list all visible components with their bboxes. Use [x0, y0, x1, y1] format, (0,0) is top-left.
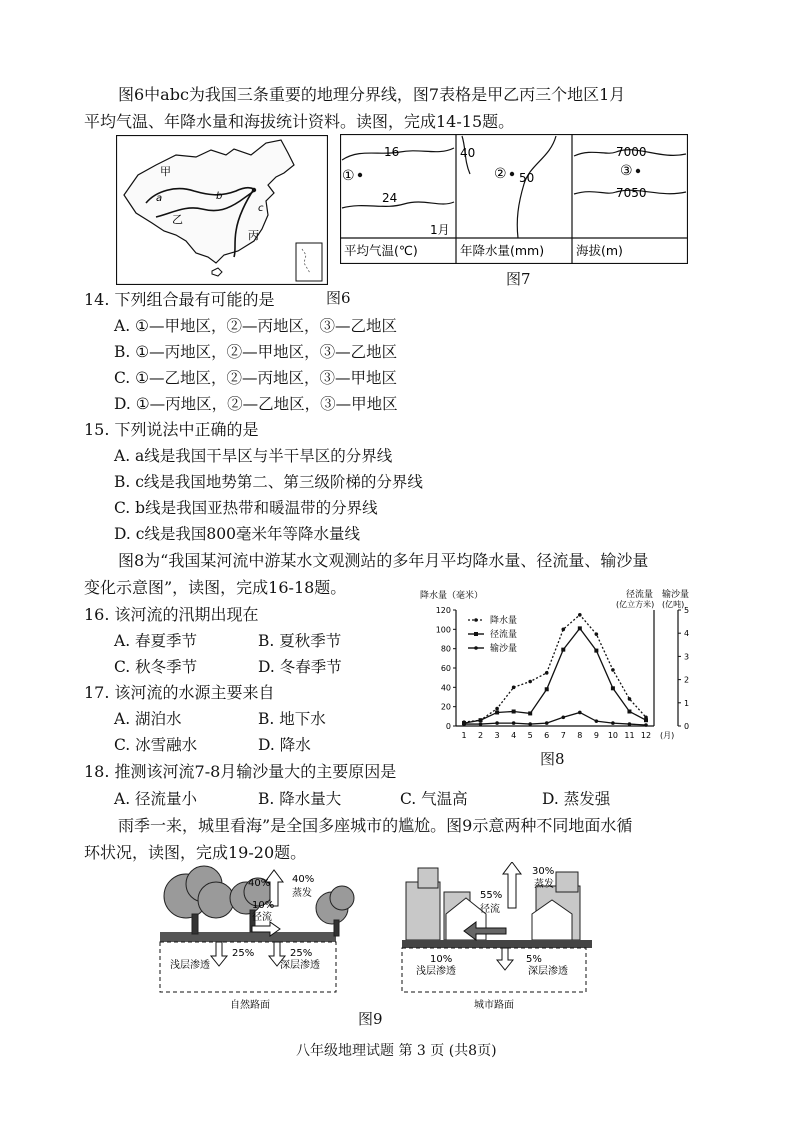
figure-8-caption: 图8	[540, 750, 565, 768]
q16-stem: 16. 该河流的汛期出现在	[84, 605, 259, 624]
natural-evap-pct: 40%	[248, 878, 271, 889]
q16-option-a: A. 春夏季节	[114, 632, 198, 650]
right-tick-label: 3	[684, 652, 690, 662]
urban-runoff-pct: 55%	[480, 890, 503, 901]
q17-stem: 17. 该河流的水源主要来自	[84, 683, 275, 702]
point-series-0	[561, 628, 565, 632]
point-series-1	[594, 649, 598, 653]
q18-option-a: A. 径流量小	[114, 790, 198, 808]
left-tick-label: 80	[440, 644, 451, 654]
q17-option-b: B. 地下水	[258, 710, 326, 728]
x-tick-label: 9	[593, 731, 599, 740]
line-c-label: c	[258, 203, 264, 214]
right-tick-label: 1	[684, 698, 690, 708]
left-tick-label: 60	[440, 664, 451, 673]
q16-option-d: D. 冬春季节	[258, 658, 342, 676]
right-axis2-unit: (亿吨)	[662, 600, 685, 609]
x-axis-unit: (月)	[660, 731, 675, 740]
line-a-label: a	[156, 193, 163, 204]
q14-option-b: B. ①—丙地区，②—甲地区，③—乙地区	[114, 343, 398, 361]
point-series-1	[611, 686, 615, 690]
point-series-2	[512, 721, 516, 725]
q18-stem: 18. 推测该河流7-8月输沙量大的主要原因是	[84, 762, 397, 781]
figure-9-water-cycle	[156, 862, 596, 1014]
region-bing-label: 丙	[248, 229, 259, 242]
q17-option-c: C. 冰雪融水	[114, 736, 198, 754]
beijing-dot	[252, 188, 256, 192]
marker-3: ③	[620, 163, 633, 179]
point-series-0	[545, 671, 549, 675]
point-series-1	[644, 718, 648, 722]
panel3-label: 海拔(m)	[576, 243, 623, 258]
intro-3-line-1: 雨季一来，城里看海”是全国多座城市的尴尬。图9示意两种不同地面水循	[118, 816, 633, 835]
chart-legend	[468, 614, 517, 654]
natural-deep-label: 深层渗透	[280, 960, 320, 971]
intro-1-line-2: 平均气温、年降水量和海拔统计资料。读图，完成14-15题。	[84, 112, 515, 131]
point-series-2	[479, 722, 483, 726]
left-axis-title: 降水量（毫米）	[420, 591, 484, 601]
right-axis2-title: 输沙量	[662, 590, 690, 600]
line-b-label: b	[216, 191, 223, 202]
q15-option-c: C. b线是我国亚热带和暖温带的分界线	[114, 499, 378, 517]
x-tick-label: 7	[560, 731, 566, 740]
x-tick-label: 10	[607, 731, 619, 740]
isohyet-40-label: 40	[460, 146, 476, 160]
point-series-0	[495, 707, 499, 711]
point-series-0	[595, 632, 599, 636]
q15-option-d: D. c线是我国800毫米年等降水量线	[114, 525, 360, 543]
urban-shallow-pct: 10%	[430, 954, 453, 965]
q15-stem: 15. 下列说法中正确的是	[84, 420, 259, 439]
legend-precip: 降水量	[490, 616, 518, 626]
series-line-2	[464, 712, 646, 725]
left-tick-label: 20	[440, 702, 451, 712]
point-series-2	[462, 722, 466, 726]
x-tick-label: 8	[577, 731, 583, 740]
natural-ground-label: 自然路面	[230, 1000, 270, 1011]
intro-1-line-1: 图6中abc为我国三条重要的地理分界线，图7表格是甲乙丙三个地区1月	[118, 85, 626, 104]
urban-deep-label: 深层渗透	[528, 966, 568, 977]
urban-ground-strip	[402, 940, 592, 948]
urban-deep-arrow	[497, 948, 513, 970]
point-series-0	[628, 697, 632, 701]
intro-3-line-2: 环状况，读图，完成19-20题。	[84, 843, 307, 862]
series-line-1	[464, 628, 646, 723]
q17-option-a: A. 湖泊水	[114, 710, 182, 728]
point-series-0	[611, 668, 615, 672]
south-sea-inset	[296, 243, 322, 281]
x-tick-label: 5	[527, 731, 533, 740]
marker-2: ②	[494, 166, 507, 182]
q18-option-b: B. 降水量大	[258, 790, 342, 808]
urban-evap-pct: 30%	[532, 866, 555, 877]
point-series-2	[545, 721, 549, 725]
x-tick-label: 3	[494, 731, 500, 740]
point-series-0	[528, 680, 532, 684]
right-tick-label: 5	[684, 606, 690, 615]
panel2-label: 年降水量(mm)	[460, 243, 545, 258]
q14-option-d: D. ①—丙地区，②—乙地区，③—甲地区	[114, 395, 398, 413]
point-series-1	[545, 687, 549, 691]
legend-runoff: 径流量	[490, 630, 518, 640]
figure-6-map	[116, 135, 328, 285]
q14-option-c: C. ①—乙地区，②—丙地区，③—甲地区	[114, 369, 398, 387]
q15-option-a: A. a线是我国干旱区与半干旱区的分界线	[114, 447, 393, 465]
point-series-1	[495, 710, 499, 714]
x-tick-label: 11	[624, 731, 635, 740]
natural-runoff-label: 径流	[252, 912, 272, 923]
q17-option-d: D. 降水	[258, 736, 311, 754]
point-series-0	[578, 613, 582, 617]
point-series-2	[611, 721, 615, 725]
natural-ground-strip	[160, 932, 336, 942]
q14-option-a: A. ①—甲地区，②—丙地区，③—乙地区	[114, 317, 397, 335]
left-tick-label: 0	[445, 722, 451, 731]
natural-evap-pct-main: 40%	[292, 874, 315, 885]
region-yi-label: 乙	[172, 213, 183, 226]
urban-shallow-label: 浅层渗透	[416, 966, 456, 977]
natural-shallow-pct: 25%	[232, 948, 255, 959]
q16-option-b: B. 夏秋季节	[258, 632, 342, 650]
x-tick-label: 6	[544, 731, 550, 740]
urban-runoff-label: 径流	[480, 904, 500, 915]
x-tick-label: 12	[640, 731, 652, 740]
x-tick-label: 1	[461, 731, 467, 740]
right-axis1-unit: (亿立方米)	[616, 600, 655, 609]
point-series-1	[561, 648, 565, 652]
right-axis1-title: 径流量	[626, 590, 654, 600]
q15-option-b: B. c线是我国地势第二、第三级阶梯的分界线	[114, 473, 423, 491]
point-series-2	[561, 716, 565, 720]
natural-evap-label: 蒸发	[292, 888, 312, 899]
x-tick-label: 2	[477, 731, 484, 740]
shallow-arrow	[211, 942, 227, 966]
contour-7050-label: 7050	[616, 186, 647, 200]
urban-surface-panel	[402, 862, 592, 1011]
figure-9-caption: 图9	[358, 1010, 383, 1028]
point-series-2	[495, 721, 499, 725]
right-tick-label: 0	[684, 722, 690, 731]
isotherm-24-label: 24	[382, 191, 398, 205]
legend-sediment: 输沙量	[490, 644, 518, 654]
contour-7000-label: 7000	[616, 145, 647, 159]
natural-runoff-pct: 10%	[252, 900, 275, 911]
q18-option-d: D. 蒸发强	[542, 790, 611, 808]
panel1-label: 平均气温(℃)	[344, 243, 418, 258]
q16-option-c: C. 秋冬季节	[114, 658, 198, 676]
point-series-1	[578, 626, 582, 630]
intro-2-line-1: 图8为“我国某河流中游某水文观测站的多年月平均降水量、径流量、输沙量	[118, 551, 649, 570]
q14-stem: 14. 下列组合最有可能的是	[84, 290, 275, 309]
urban-deep-pct: 5%	[526, 954, 542, 965]
left-tick-label: 100	[435, 625, 451, 635]
point-series-1	[479, 718, 483, 722]
natural-surface-panel	[160, 866, 354, 1011]
isotherm-16-label: 16	[384, 145, 400, 159]
point-series-2	[528, 722, 532, 726]
figure-8-chart	[418, 588, 698, 770]
marker-1: ①	[342, 168, 355, 184]
figure-7-table	[340, 134, 688, 264]
point-series-1	[528, 711, 532, 715]
urban-evap-label: 蒸发	[534, 879, 554, 890]
point-series-0	[512, 686, 516, 690]
isohyet-50-label: 50	[519, 171, 535, 185]
point-series-2	[628, 722, 632, 726]
left-tick-label: 40	[440, 683, 451, 693]
q18-option-c: C. 气温高	[400, 790, 468, 808]
right-tick-label: 4	[684, 629, 690, 639]
page-footer: 八年级地理试题 第 3 页 (共8页)	[296, 1043, 497, 1059]
figure-7-caption: 图7	[506, 270, 531, 288]
point-series-1	[512, 710, 516, 714]
left-tick-label: 120	[435, 606, 451, 615]
urban-ground-label: 城市路面	[474, 1000, 514, 1011]
x-tick-label: 4	[511, 731, 517, 740]
region-jia-label: 甲	[160, 165, 171, 178]
point-series-2	[644, 723, 648, 727]
urban-evaporation-arrow	[503, 862, 521, 908]
panel1-month-note: 1月	[430, 223, 450, 237]
figure-6-caption: 图6	[326, 289, 351, 307]
point-series-2	[595, 719, 599, 723]
intro-2-line-2: 变化示意图”，读图，完成16-18题。	[84, 578, 347, 597]
natural-deep-pct: 25%	[290, 948, 313, 959]
point-series-2	[578, 711, 582, 715]
right-tick-label: 2	[684, 675, 690, 685]
natural-shallow-label: 浅层渗透	[170, 960, 210, 971]
point-series-1	[627, 710, 631, 714]
